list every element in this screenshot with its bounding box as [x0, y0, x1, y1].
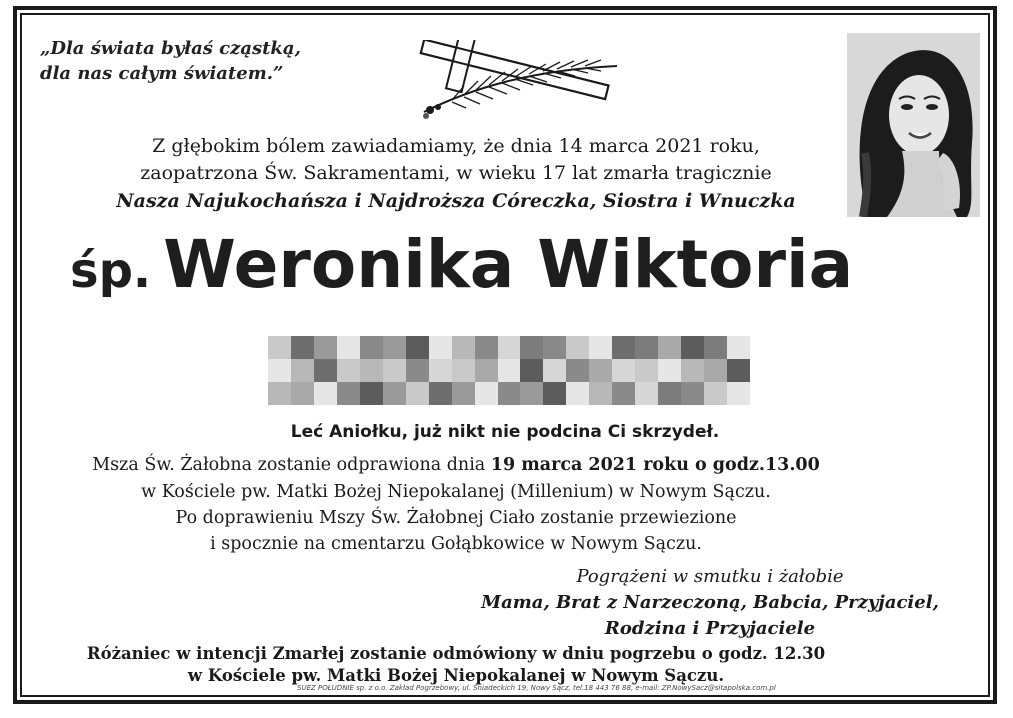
blur-cell — [337, 382, 360, 405]
blur-cell — [635, 359, 658, 382]
deceased-name — [70, 226, 950, 303]
blur-cell — [337, 359, 360, 382]
blur-cell — [429, 359, 452, 382]
blur-cell — [475, 359, 498, 382]
blur-cell — [452, 359, 475, 382]
rosary-line-1: Różaniec w intencji Zmarłej zostanie odmówiony w dniu pogrzebu o godz. 12.30 — [86, 644, 826, 663]
mass-date-time: 19 marca 2021 roku o godz.13.00 — [490, 455, 820, 475]
blur-cell — [314, 336, 337, 359]
blur-cell — [383, 382, 406, 405]
blur-cell — [589, 336, 612, 359]
blur-cell — [291, 359, 314, 382]
blur-cell — [520, 359, 543, 382]
blur-cell — [704, 359, 727, 382]
mass-line-1 — [20, 455, 892, 475]
blur-cell — [360, 382, 383, 405]
blur-cell — [658, 382, 681, 405]
blur-cell — [268, 359, 291, 382]
mass-line-3: Po doprawieniu Mszy Św. Żałobnej Ciało zostanie przewiezione — [175, 508, 737, 528]
blur-cell — [291, 336, 314, 359]
intro-line-3: Nasza Najukochańsza i Najdroższa Córeczka, Siostra i Wnuczka — [116, 190, 796, 212]
blur-cell — [727, 336, 750, 359]
blur-cell — [475, 336, 498, 359]
name-prefix: śp. — [70, 243, 152, 299]
blur-cell — [268, 336, 291, 359]
blur-cell — [406, 382, 429, 405]
blur-cell — [314, 359, 337, 382]
blur-cell — [704, 382, 727, 405]
mass-line-4: i spocznie na cmentarzu Gołąbkowice w Nowym Sączu. — [210, 534, 702, 554]
blur-cell — [475, 382, 498, 405]
blur-cell — [314, 382, 337, 405]
memorial-quote — [40, 36, 301, 86]
blur-cell — [612, 359, 635, 382]
blur-cell — [704, 336, 727, 359]
blur-cell — [612, 382, 635, 405]
blur-cell — [566, 359, 589, 382]
blur-cell — [727, 359, 750, 382]
blur-cell — [543, 382, 566, 405]
intro-line-2: zaopatrzona Św. Sakramentami, w wieku 17 lat zmarła tragicznie — [140, 162, 772, 184]
full-name: Weronika Wiktoria — [163, 226, 854, 303]
pixelated-surname — [268, 336, 750, 405]
blur-cell — [429, 382, 452, 405]
intro-line-1: Z głębokim bólem zawiadamiamy, że dnia 14 marca 2021 roku, — [152, 135, 760, 157]
cross-with-palm-icon — [412, 40, 627, 120]
mourners-line-1: Mama, Brat z Narzeczoną, Babcia, Przyjaciel, — [481, 592, 939, 613]
blur-cell — [635, 382, 658, 405]
mourners-intro: Pogrążeni w smutku i żałobie — [576, 566, 844, 587]
blur-cell — [612, 336, 635, 359]
blur-cell — [268, 382, 291, 405]
blur-cell — [658, 359, 681, 382]
blur-cell — [452, 336, 475, 359]
blur-cell — [360, 359, 383, 382]
blur-cell — [543, 359, 566, 382]
motto: Leć Aniołku, już nikt nie podcina Ci skrzydeł. — [290, 422, 720, 442]
blur-cell — [520, 336, 543, 359]
blur-cell — [543, 336, 566, 359]
blur-cell — [635, 336, 658, 359]
blur-cell — [520, 382, 543, 405]
blur-cell — [383, 359, 406, 382]
mourners-line-2: Rodzina i Przyjaciele — [604, 618, 816, 639]
blur-cell — [589, 382, 612, 405]
blur-cell — [681, 336, 704, 359]
mass-line-2: w Kościele pw. Matki Bożej Niepokalanej (Millenium) w Nowym Sączu. — [141, 482, 771, 502]
funeral-home-footer: SUEZ POŁUDNIE sp. z o.o. Zakład Pogrzebowy, ul. Śniadeckich 19, Nowy Sącz, tel.18 443 76 88, e-mail: ZP.NowySacz@sitapolska.com.pl — [297, 684, 776, 692]
quote-line-1: „Dla świata byłaś cząstką, — [40, 38, 301, 59]
blur-cell — [406, 359, 429, 382]
blur-cell — [383, 336, 406, 359]
blur-cell — [429, 336, 452, 359]
blur-cell — [566, 336, 589, 359]
blur-cell — [360, 336, 383, 359]
blur-cell — [406, 336, 429, 359]
blur-cell — [658, 336, 681, 359]
blur-cell — [589, 359, 612, 382]
blur-cell — [566, 382, 589, 405]
blur-cell — [291, 382, 314, 405]
blur-cell — [681, 382, 704, 405]
blur-cell — [681, 359, 704, 382]
mass-line-1-text: Msza Św. Żałobna zostanie odprawiona dnia — [92, 455, 491, 475]
rosary-line-2: w Kościele pw. Matki Bożej Niepokalanej w Nowym Sączu. — [187, 666, 725, 685]
blur-cell — [337, 336, 360, 359]
quote-line-2: dla nas całym światem.” — [40, 63, 284, 84]
blur-cell — [498, 382, 521, 405]
blur-cell — [498, 359, 521, 382]
blur-cell — [498, 336, 521, 359]
blur-cell — [452, 382, 475, 405]
blur-cell — [727, 382, 750, 405]
